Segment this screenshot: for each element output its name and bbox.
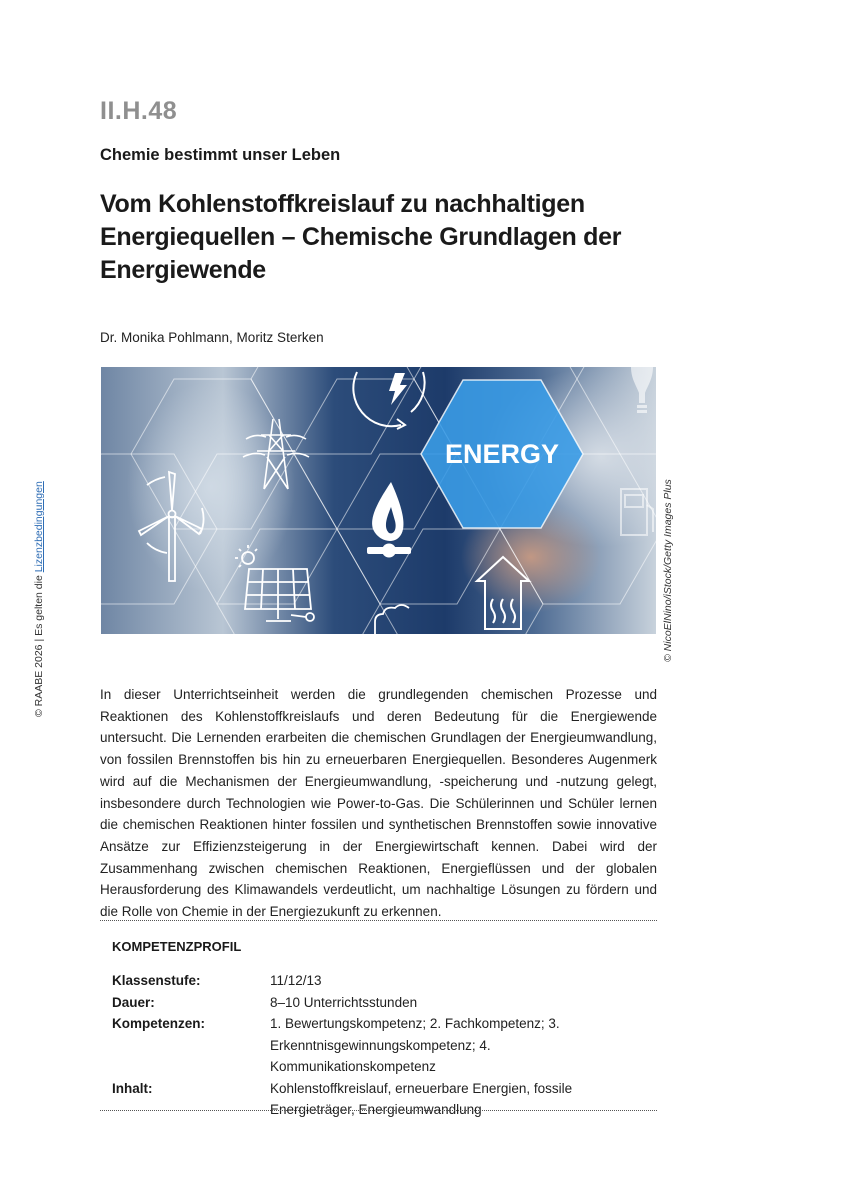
light-bulb-icon (631, 367, 653, 413)
profile-value: 1. Bewertungskompetenz; 2. Fachkompetenz; 3. Erkenntnisgewinnungskompetenz; 4. Kommunikationskompetenz (270, 1016, 560, 1074)
lightning-cycle-icon (353, 372, 424, 429)
hero-image (101, 367, 656, 634)
factory-smoke-icon (375, 605, 409, 634)
divider-bottom (100, 1110, 657, 1111)
profile-title: KOMPETENZPROFIL (112, 939, 242, 954)
energy-hexagon-graphic (101, 367, 656, 634)
profile-label: Kompetenzen: (112, 1016, 206, 1031)
license-link[interactable]: Lizenzbedingungen (33, 481, 45, 573)
series-title: Chemie bestimmt unser Leben (100, 146, 341, 164)
fuel-pump-icon (621, 489, 653, 535)
page-title: Vom Kohlenstoffkreislauf zu nachhaltigen Energiequellen – Chemische Grundlagen der Energiewende (100, 190, 622, 284)
copyright-sidebar (33, 481, 45, 717)
profile-value: 11/12/13 (270, 973, 322, 988)
house-heating-icon (477, 557, 529, 629)
competence-profile (112, 970, 652, 1121)
profile-row-grade (112, 970, 652, 992)
copyright-text: © RAABE 2026 | Es gelten die (33, 572, 45, 717)
profile-label: Inhalt: (112, 1080, 153, 1096)
svg-text:ENERGY: ENERGY (444, 439, 560, 469)
divider-top (100, 920, 657, 921)
image-credit: © NicoElNino/iStock/Getty Images Plus (662, 479, 674, 662)
solar-panel-icon (235, 545, 314, 621)
profile-label: Klassenstufe: (112, 973, 201, 988)
profile-value: 8–10 Unterrichtsstunden (270, 994, 418, 1010)
profile-row-content (112, 1078, 652, 1121)
unit-code: II.H.48 (100, 97, 178, 125)
authors: Dr. Monika Pohlmann, Moritz Sterken (100, 330, 324, 345)
profile-row-duration (112, 992, 652, 1014)
profile-value: Kohlenstoffkreislauf, erneuerbare Energien, fossile Energieträger, Energieumwandlung (270, 1080, 573, 1117)
profile-label: Dauer: (112, 994, 155, 1010)
gas-flame-icon (367, 482, 411, 558)
profile-row-competences (112, 1013, 652, 1078)
intro-paragraph: In dieser Unterrichtseinheit werden die grundlegenden chemischen Prozesse und Reaktionen des Kohlenstoffkreislaufs und deren Bedeutung für die Energiewende untersucht. Die Lernenden erarbeiten die chemischen Grundlagen der Energieumwandlung, von fossilen Brennstoffen bis hin zu erneuerbaren Energiequellen. Besonderes Augenmerk wird auf die Mechanismen der Energieumwandlung, -speicherung und -nutzung gelegt, insbesondere durch Technologien wie Power-to-Gas. Die Schülerinnen und Schüler lernen die chemischen Reaktionen hinter fossilen und synthetischen Brennstoffen sowie innovative Ansätze zur Effizienzsteigerung in der Energiewirtschaft kennen. Dabei wird der Zusammenhang zwischen chemischen Reaktionen, Energieflüssen und der globalen Herausforderung des Klimawandels verdeutlicht, um nachhaltige Lösungen zu fördern und die Rolle von Chemie in der Energiezukunft zu erkennen. (100, 687, 657, 920)
